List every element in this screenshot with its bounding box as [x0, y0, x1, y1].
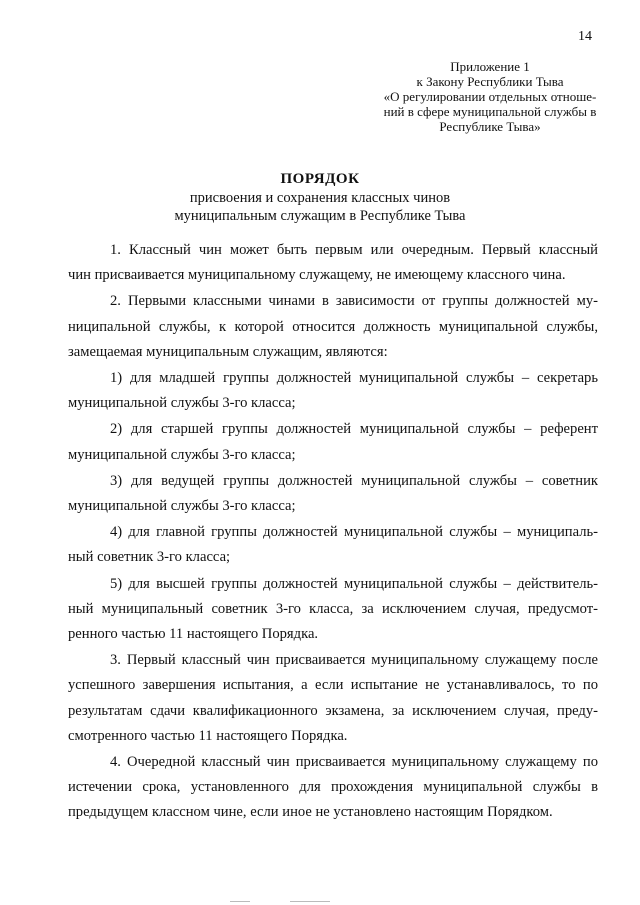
- appendix-line: к Закону Республики Тыва: [416, 74, 564, 89]
- paragraph-line: муниципальной службы 3-го класса;: [68, 498, 296, 515]
- paragraph-line: 2) для старшей группы должностей муниципальной службы – референт: [110, 421, 598, 438]
- paragraph-line: 1. Классный чин может быть первым или очередным. Первый классный: [110, 242, 598, 258]
- paragraph: [68, 469, 598, 519]
- appendix-line: Республике Тыва»: [439, 119, 541, 134]
- appendix-line: ний в сфере муниципальной службы в: [383, 104, 597, 119]
- paragraph-line: ный советник 3-го класса;: [68, 549, 231, 566]
- title-block: [0, 170, 640, 225]
- paragraph-line: 1) для младшей группы должностей муниципальной службы – секретарь: [110, 370, 598, 387]
- scan-edge-marks: [0, 899, 640, 905]
- paragraph-line: муниципальной службы 3-го класса;: [68, 446, 296, 463]
- paragraph-line: 5) для высшей группы должностей муниципальной службы – действитель-: [110, 575, 598, 592]
- paragraph-line: ниципальной службы, к которой относится должность муниципальной службы,: [68, 318, 598, 335]
- paragraph-line: результатам сдачи квалификационного экзамена, за исключением случая, преду-: [68, 702, 598, 719]
- paragraph-line: 3. Первый классный чин присваивается муниципальному служащему после: [110, 652, 598, 669]
- document-body: [68, 238, 598, 827]
- paragraph-line: чин присваивается муниципальному служащему, не имеющему классного чина.: [68, 267, 566, 284]
- paragraph-line: 4. Очередной классный чин присваивается муниципальному служащему по: [110, 754, 598, 771]
- paragraph-line: ный муниципальный советник 3-го класса, за исключением случая, предусмот-: [68, 600, 598, 617]
- paragraph: [68, 572, 598, 648]
- appendix-block: [375, 59, 605, 134]
- document-subtitle-line: муниципальным служащим в Республике Тыва: [174, 208, 466, 224]
- paragraph-line: смотренного частью 11 настоящего Порядка.: [68, 727, 348, 744]
- document-subtitle-line: присвоения и сохранения классных чинов: [189, 190, 451, 206]
- paragraph-line: замещаемая муниципальным служащим, являются:: [68, 343, 388, 360]
- appendix-line: «О регулировании отдельных отноше-: [383, 89, 597, 104]
- paragraph: [68, 238, 598, 288]
- paragraph-line: ренного частью 11 настоящего Порядка.: [68, 626, 319, 643]
- paragraph-line: 2. Первыми классными чинами в зависимости от группы должностей му-: [110, 293, 598, 310]
- paragraph-line: 3) для ведущей группы должностей муниципальной службы – советник: [110, 472, 598, 489]
- paragraph-line: истечении срока, установленного для прохождения муниципальной службы в: [68, 779, 598, 796]
- paragraph: [68, 366, 598, 416]
- paragraph: [68, 289, 598, 365]
- appendix-line: Приложение 1: [450, 59, 530, 74]
- paragraph: [68, 750, 598, 826]
- paragraph: [68, 417, 598, 467]
- paragraph-line: муниципальной службы 3-го класса;: [68, 395, 296, 412]
- page-number: 14: [578, 29, 592, 44]
- paragraph: [68, 520, 598, 570]
- document-title: ПОРЯДОК: [280, 171, 360, 187]
- paragraph: [68, 648, 598, 749]
- paragraph-line: успешного завершения испытания, а если испытание не устанавливалось, то по: [68, 677, 598, 694]
- paragraph-line: предыдущем классном чине, если иное не установлено настоящим Порядком.: [68, 804, 553, 821]
- paragraph-line: 4) для главной группы должностей муниципальной службы – муниципаль-: [110, 524, 598, 541]
